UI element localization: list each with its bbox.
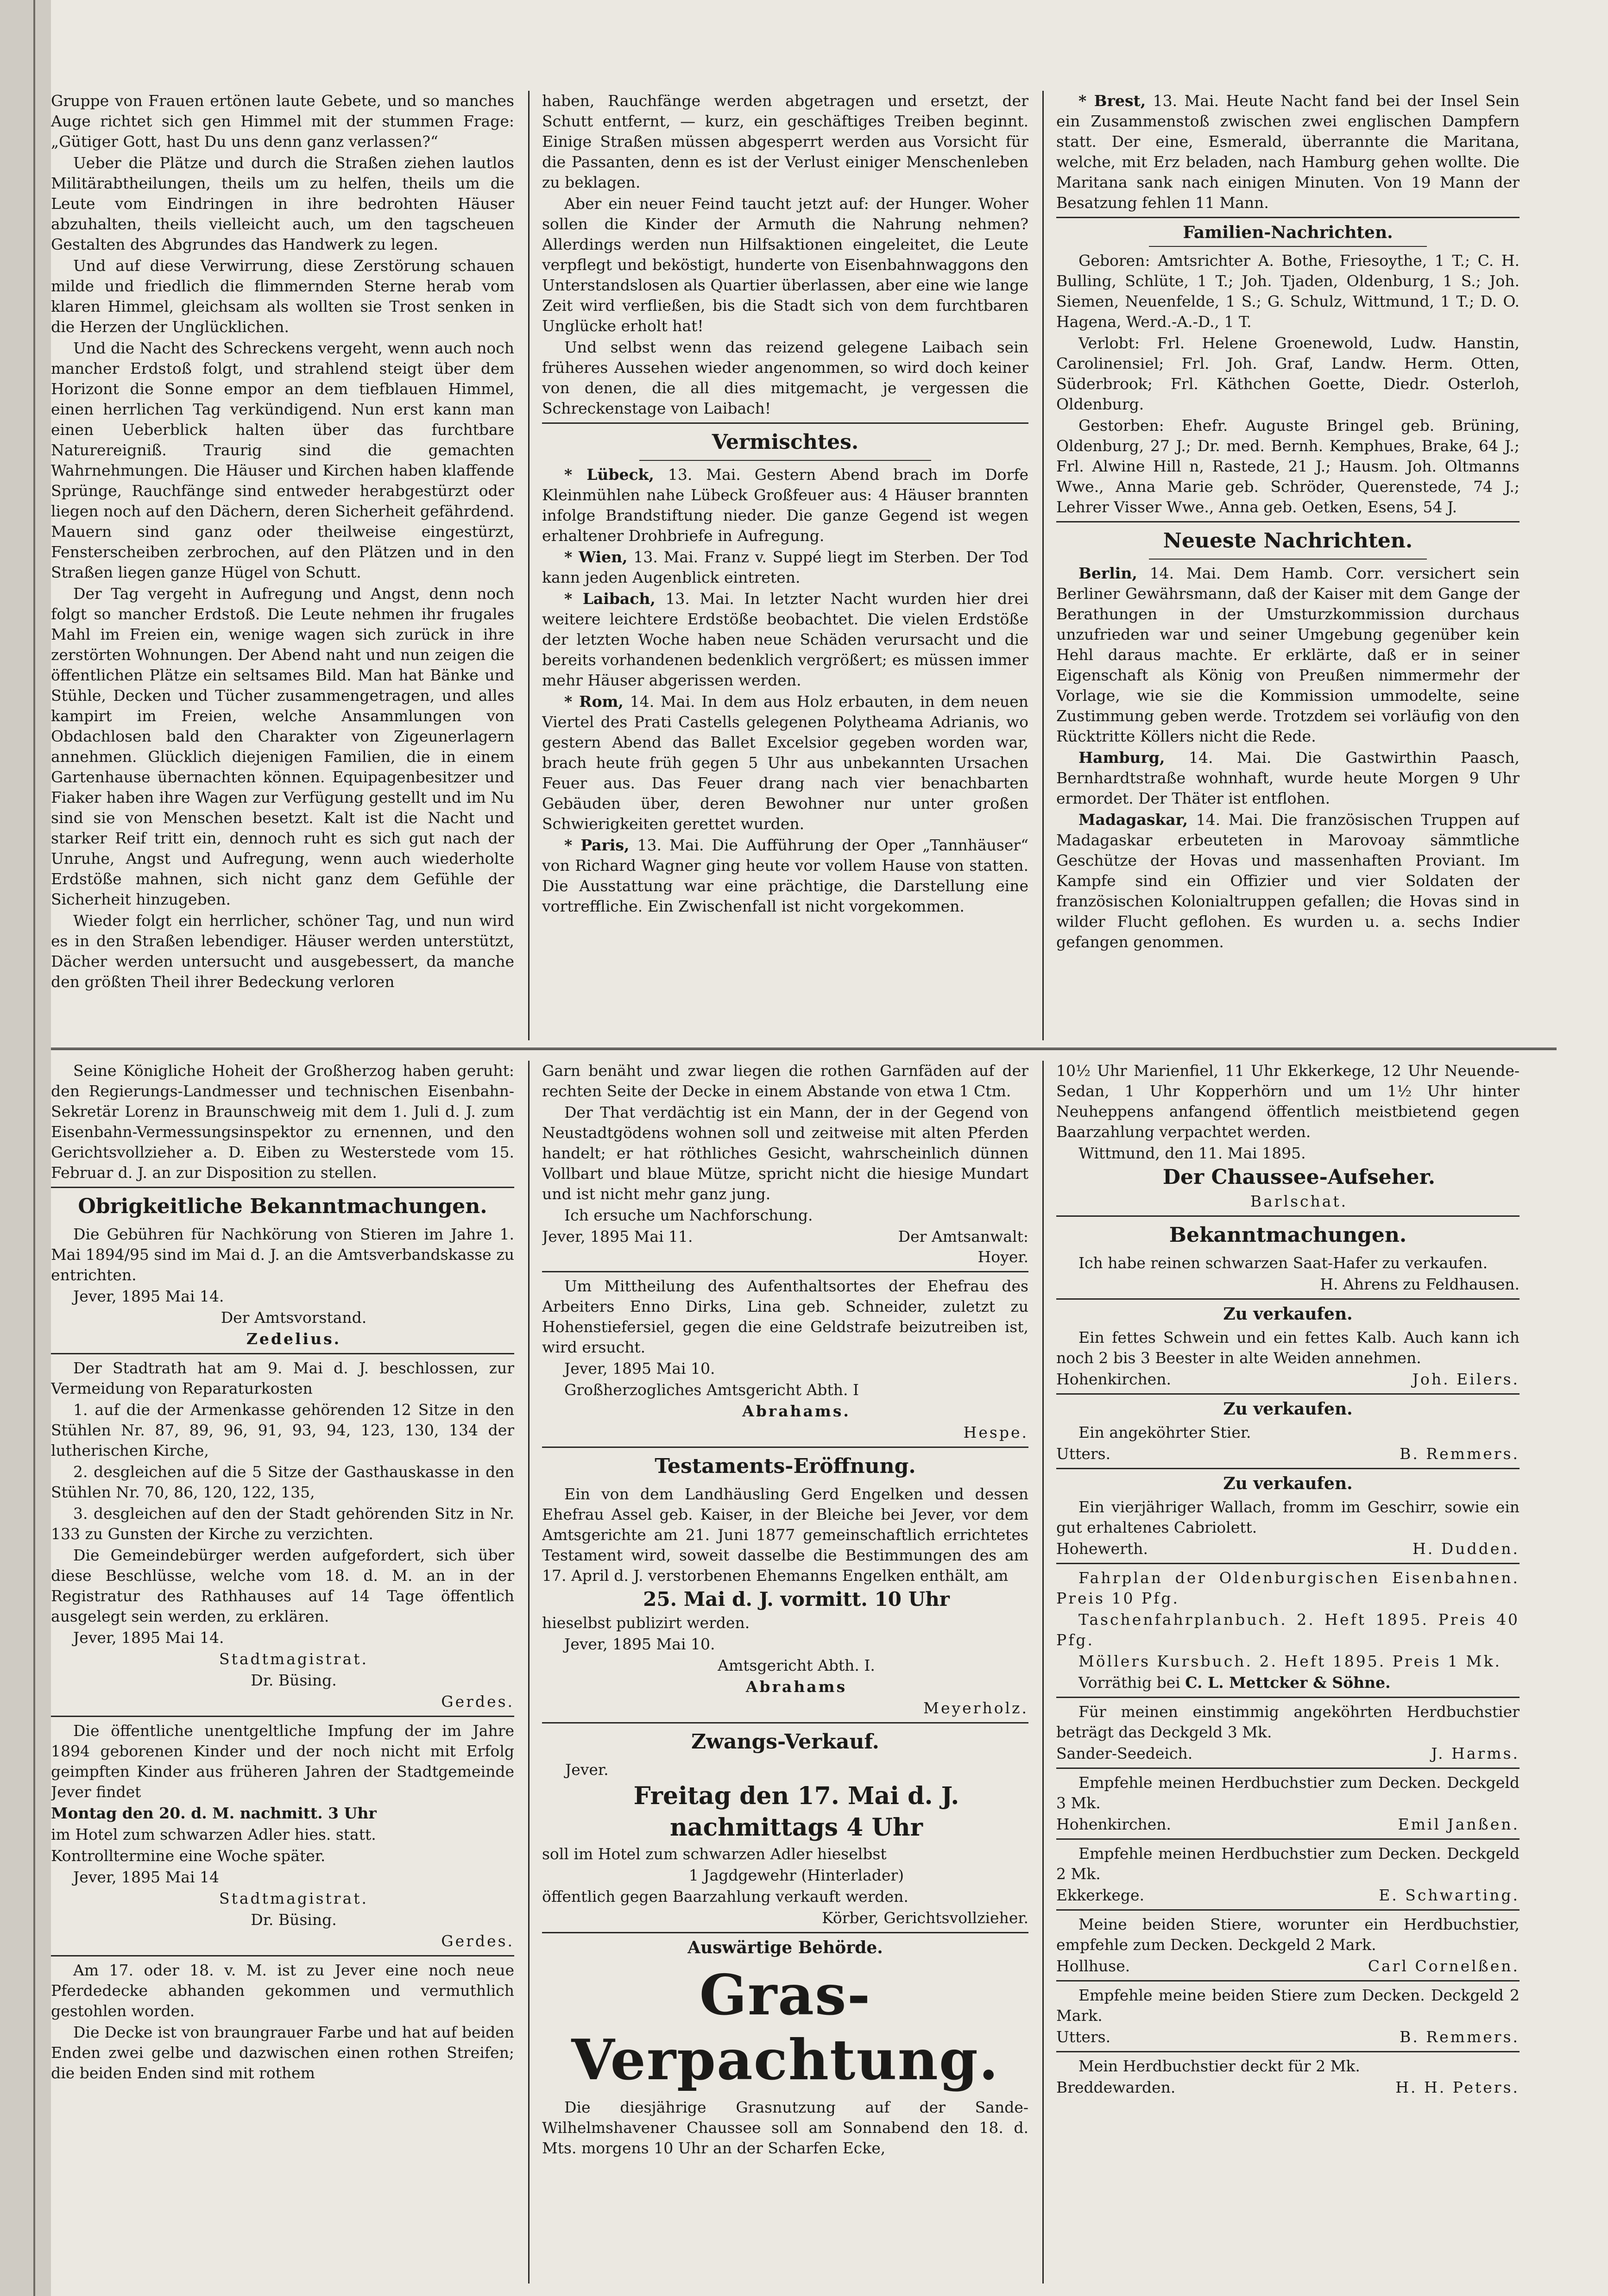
news-item — [1056, 563, 1520, 747]
news-text: 14. Mai. Die Gastwirthin Paasch, Bernhardtstraße wohnhaft, wurde heute Morgen 9 Uhr ermordet. Der Thäter ist entflohen. — [1056, 749, 1520, 807]
section-heading-testament: Testaments-Eröffnung. — [655, 1454, 916, 1478]
ad-text: Für meinen einstimmig angeköhrten Herdbuchstier beträgt das Deckgeld 3 Mk. — [1056, 1703, 1520, 1741]
divider — [51, 1955, 514, 1956]
ad-place: Hohenkirchen. — [1056, 1815, 1172, 1833]
notice-signature: Abrahams — [745, 1678, 847, 1696]
ad-shop-name: C. L. Mettcker & Söhne. — [1185, 1673, 1391, 1692]
notice-date: Jever, 1895 Mai 11. — [542, 1227, 693, 1246]
divider — [1056, 1838, 1520, 1840]
ad-footer — [1056, 2077, 1520, 2098]
divider — [1056, 1468, 1520, 1469]
divider — [1056, 1215, 1520, 1217]
ad-signature: Joh. Eilers. — [1412, 1370, 1520, 1388]
notice-text: 1 Jagdgewehr (Hinterlader) — [688, 1866, 904, 1884]
column-divider — [1042, 1061, 1044, 2283]
list-item: 2. desgleichen auf die 5 Sitze der Gasthauskasse in den Stühlen Nr. 70, 86, 120, 122, 135, — [51, 1463, 514, 1501]
notice-date: Wittmund, den 11. Mai 1895. — [1078, 1144, 1306, 1162]
notice-text: Am 17. oder 18. v. M. ist zu Jever eine noch neue Pferdedecke abhanden gekommen und vermuthlich gestohlen worden. — [51, 1961, 514, 2020]
column-divider — [528, 91, 530, 1040]
news-place: Hamburg, — [1078, 749, 1165, 767]
family-entry — [1056, 251, 1520, 332]
notice-date: Jever, 1895 Mai 10. — [564, 1635, 715, 1653]
ad-footer — [1056, 1539, 1520, 1559]
notice-signature: Abrahams. — [742, 1402, 851, 1420]
notice-org: Der Chaussee-Aufseher. — [1162, 1165, 1436, 1189]
notice-text: Die Gemeindebürger werden aufgefordert, sich über diese Beschlüsse, welche vom 18. d. M. an in der Registratur des Rathhauses auf 14 Tage öffentlich ausgelegt sein werden, zu erklären. — [51, 1546, 514, 1625]
family-label: Verlobt: — [1078, 334, 1140, 352]
notice-signature: Hespe. — [963, 1423, 1028, 1441]
divider — [1056, 1980, 1520, 1981]
news-place: * Laibach, — [564, 590, 656, 608]
notice-text: 10½ Uhr Marienfiel, 11 Uhr Ekkerkege, 12 Uhr Neuende-Sedan, 1 Uhr Kopperhörn und um 1½ Uhr hinter Neuheppens anfangend öffentlich meistbietend gegen Baarzahlung verpachtet werden. — [1056, 1062, 1520, 1141]
ad-place: Utters. — [1056, 1445, 1111, 1463]
section-heading-vermischtes: Vermischtes. — [712, 430, 859, 454]
ad-text-prefix: Vorräthig bei — [1078, 1673, 1180, 1692]
family-text: Frl. Helene Groenewold, Ludw. Hanstin, Carolinensiel; Frl. Joh. Graf, Landw. Herm. Otten, Süderbrook; Frl. Käthchen Goette, Diedr. Osterloh, Oldenburg. — [1056, 334, 1520, 413]
divider — [542, 422, 1028, 424]
ad-footer — [1056, 1885, 1520, 1906]
ad-footer — [1056, 1814, 1520, 1835]
paragraph: Aber ein neuer Feind taucht jetzt auf: der Hunger. Woher sollen die Kinder der Armuth die Nahrung nehmen? Allerdings werden nun Hilfsaktionen eingeleitet, die Leute verpflegt und beköstigt, hunderte von Eisenbahnwaggons den Unterstandslosen als Quartier überlassen, aber eine wie lange Zeit wird verfließen, bis die Stadt sich von dem furchtbaren Unglücke erholt hat! — [542, 195, 1028, 335]
news-place: * Lübeck, — [564, 465, 654, 484]
news-text: 13. Mai. Heute Nacht fand bei der Insel Sein ein Zusammenstoß zwischen zwei englischen Dampfern statt. Der eine, Esmerald, überrannte die Maritana, welche, mit Erz beladen, nach Hamburg gehen wollte. Die Maritana sank nach einigen Minuten. Von 19 Mann der Besatzung fehlen 11 Mann. — [1056, 92, 1520, 212]
notice-where: im Hotel zum schwarzen Adler hies. statt. — [51, 1825, 376, 1843]
divider — [1149, 559, 1427, 560]
ad-signature: Carl Cornelßen. — [1368, 1957, 1520, 1975]
notice-org: Amtsgericht Abth. I. — [718, 1656, 875, 1674]
list-item: 1. auf die der Armenkasse gehörenden 12 Sitze in den Stühlen Nr. 87, 89, 96, 91, 93, 94, 123, 130, 134 der lutherischen Kirche, — [51, 1401, 514, 1459]
column-divider — [1042, 91, 1044, 1040]
family-text: Ehefr. Auguste Bringel geb. Brüning, Oldenburg, 27 J.; Dr. med. Bernh. Kemphues, Brake, 64 J.; Frl. Alwine Hill n, Rastede, 21 J.; Hausm. Joh. Oltmanns Wwe., Anna Marie geb. Schröder, Querenstede, 74 J.; Lehrer Visser Wwe., Anna geb. Oetken, Esens, 54 J. — [1056, 416, 1520, 516]
news-text: 13. Mai. In letzter Nacht wurden hier drei weitere leichtere Erdstöße beobachtet. Die vielen Erdstöße der letzten Woche haben neue Schäden verursacht und die bereits vorhandenen bedenklich vergrößert; es müssen immer mehr Häuser abgerissen werden. — [542, 590, 1028, 689]
ad-text: Meine beiden Stiere, worunter ein Herdbuchstier, empfehle zum Decken. Deckgeld 2 Mark. — [1056, 1915, 1520, 1954]
ad-heading: Zu verkaufen. — [1223, 1474, 1353, 1493]
news-place: * Paris, — [564, 836, 630, 854]
notice-signature: Körber, Gerichtsvollzieher. — [822, 1909, 1028, 1927]
notice-signature: Dr. Büsing. — [251, 1911, 337, 1929]
notice-text: Um Mittheilung des Aufenthaltsortes der Ehefrau des Arbeiters Enno Dirks, Lina geb. Schneider, zuletzt zu Hohenstiefersiel, gegen die eine Geldstrafe beizutreiben ist, wird ersucht. — [542, 1277, 1028, 1356]
notice-when: 25. Mai d. J. vormitt. 10 Uhr — [643, 1588, 950, 1610]
ad-signature: B. Remmers. — [1400, 2028, 1520, 2046]
notice-when: nachmittags 4 Uhr — [669, 1813, 923, 1842]
news-place: * Wien, — [564, 548, 628, 566]
divider — [1056, 1768, 1520, 1769]
upper-column-1 — [51, 91, 514, 1031]
ad-text — [1056, 1673, 1520, 1693]
ad-text: Ich habe reinen schwarzen Saat-Hafer zu verkaufen. — [1078, 1254, 1488, 1272]
paragraph: haben, Rauchfänge werden abgetragen und ersetzt, der Schutt entfernt, — kurz, ein geschäftiges Treiben beginnt. Einige Straßen müssen abgesperrt werden aus Vorsicht für die Passanten, denn es ist der Verlust einiger Menschenleben zu beklagen. — [542, 92, 1028, 191]
ad-footer — [1056, 1444, 1520, 1464]
section-divider — [51, 1048, 1557, 1050]
divider — [1056, 1697, 1520, 1698]
ad-signature: B. Remmers. — [1400, 1445, 1520, 1463]
ad-footer — [1056, 1369, 1520, 1390]
notice-signature: Gerdes. — [441, 1692, 514, 1711]
divider — [639, 460, 931, 461]
notice-text: Die öffentliche unentgeltliche Impfung der im Jahre 1894 geborenen Kinder und der noch nicht mit Erfolg geimpften Kinder aus früheren Jahren der Stadtgemeinde Jever findet — [51, 1722, 514, 1801]
notice-date: Jever, 1895 Mai 14 — [73, 1868, 220, 1886]
notice-signature: Zedelius. — [246, 1330, 341, 1348]
divider — [542, 1447, 1028, 1448]
divider — [542, 1932, 1028, 1933]
news-item — [1056, 748, 1520, 809]
family-entry — [1056, 415, 1520, 517]
divider — [1056, 1298, 1520, 1300]
news-item — [542, 465, 1028, 546]
news-text: 14. Mai. Dem Hamb. Corr. versichert sein Berliner Gewährsmann, daß der Kaiser mit dem Gange der Berathungen in der Umsturzkommission durchaus unzufrieden war und seiner Umgebung gegenüber kein Hehl daraus machte. Er erklärte, daß er in seiner Eigenschaft als König von Preußen nimmermehr der Vorlage, wie sie die Kommission ummodelte, seine Zustimmung geben werde. Trotzdem sei vorläufig von den Rücktritte Köllers nicht die Rede. — [1056, 564, 1520, 745]
paragraph: Und selbst wenn das reizend gelegene Laibach sein früheres Aussehen wieder angenommen, so wird doch keiner von denen, die all dies mitgemacht, je vergessen die Schreckenstage von Laibach! — [542, 338, 1028, 417]
notice-place: Jever. — [565, 1761, 609, 1779]
news-place: * Brest, — [1078, 92, 1146, 110]
section-heading-familien: Familien-Nachrichten. — [1183, 223, 1393, 242]
list-item: 3. desgleichen auf den der Stadt gehörenden Sitz in Nr. 133 zu Gunsten der Kirche zu verzichten. — [51, 1504, 514, 1543]
notice-text: Ich ersuche um Nachforschung. — [564, 1206, 813, 1224]
news-item — [542, 547, 1028, 588]
paragraph: Und die Nacht des Schreckens vergeht, wenn auch noch mancher Erdstoß folgt, und strahlend steigt über dem Horizont die Sonne empor an dem tiefblauen Himmel, einen herrlichen Tag verkündigend. Nun erst kann man einen Ueberblick halten über das furchtbare Naturereigniß. Traurig sind die gemachten Wahrnehmungen. Die Häuser und Kirchen haben klaffende Sprünge, Rauchfänge sind entweder herabgestürzt oder liegen noch auf den Dächern, deren Sicherheit gefährdend. Mauern sind ganz oder theilweise eingestürzt, Fensterscheiben zerbrochen, auf den Plätzen und in den Straßen liegen ganze Hügel von Schutt. — [51, 339, 514, 581]
news-text: 14. Mai. In dem aus Holz erbauten, in dem neuen Viertel des Prati Castells gelegenen Polytheama Adrianis, wo gestern Abend das Ballet Excelsior gegeben worden war, brach heute früh gegen 5 Uhr aus unbekannten Ursachen Feuer aus. Das Feuer drang nach vier benachbarten Gebäuden über, deren Bewohner nur unter großen Schwierigkeiten gerettet wurden. — [542, 692, 1028, 833]
divider — [1056, 1909, 1520, 1911]
ad-signature: H. Dudden. — [1413, 1540, 1520, 1558]
date-org-row — [542, 1227, 1028, 1247]
ad-text: Möllers Kursbuch. 2. Heft 1895. Preis 1 Mk. — [1078, 1652, 1501, 1670]
news-text: 13. Mai. Franz v. Suppé liegt im Sterben. Der Tod kann jeden Augenblick eintreten. — [542, 548, 1028, 586]
ad-signature: E. Schwarting. — [1379, 1886, 1520, 1904]
ad-signature: H. H. Peters. — [1395, 2078, 1520, 2096]
paragraph: Und auf diese Verwirrung, diese Zerstörung schauen milde und friedlich die flimmernden Sterne herab vom klaren Himmel, gleichsam als wollten sie Trost senken in die Herzen der Unglücklichen. — [51, 257, 514, 336]
ad-text: Ein fettes Schwein und ein fettes Kalb. Auch kann ich noch 2 bis 3 Beester in alte Weiden annehmen. — [1056, 1328, 1520, 1367]
ad-text: Empfehle meinen Herdbuchstier zum Decken. Deckgeld 2 Mk. — [1056, 1844, 1520, 1883]
news-place: Madagaskar, — [1078, 811, 1188, 829]
ad-signature: Emil Janßen. — [1398, 1815, 1520, 1833]
notice-date: Jever, 1895 Mai 10. — [564, 1359, 715, 1378]
ad-place: Hollhuse. — [1056, 1957, 1130, 1975]
ad-place: Hohenkirchen. — [1056, 1370, 1172, 1388]
notice-org: Der Amtsvorstand. — [221, 1308, 367, 1327]
section-heading-zwangsverkauf: Zwangs-Verkauf. — [691, 1730, 880, 1754]
notice-org: Großherzogliches Amtsgericht Abth. I — [564, 1381, 859, 1399]
section-heading-obrigkeitliche: Obrigkeitliche Bekanntmachungen. — [78, 1195, 487, 1218]
ad-text: Fahrplan der Oldenburgischen Eisenbahnen. Preis 10 Pfg. — [1056, 1569, 1520, 1607]
notice-text: Garn benäht und zwar liegen die rothen Garnfäden auf der rechten Seite der Decke in einem Abstande von etwa 1 Ctm. — [542, 1062, 1028, 1100]
divider — [542, 1271, 1028, 1272]
paragraph: Ueber die Plätze und durch die Straßen ziehen lautlos Militärabtheilungen, theils um zu helfen, theils um die Leute vom Eindringen in ihre bedrohten Häuser abzuhalten, theils vielleicht auch, um den tagscheuen Gestalten des Abgrundes das Handwerk zu legen. — [51, 154, 514, 253]
family-entry — [1056, 333, 1520, 415]
ad-place: Utters. — [1056, 2028, 1111, 2046]
ad-place: Breddewarden. — [1056, 2078, 1176, 2096]
divider — [1056, 521, 1520, 522]
notice-signature: Hoyer. — [977, 1248, 1028, 1266]
ad-footer — [1056, 2027, 1520, 2047]
notice-text: Die Decke ist von braungrauer Farbe und hat auf beiden Enden zwei gelbe und dazwischen einen rothen Streifen; die beiden Enden sind mit rothem — [51, 2023, 514, 2082]
ad-place: Ekkerkege. — [1056, 1886, 1145, 1904]
ad-signature: H. Ahrens zu Feldhausen. — [1320, 1275, 1520, 1293]
upper-column-2 — [542, 91, 1028, 1031]
ad-signature: J. Harms. — [1431, 1744, 1520, 1762]
ad-text: Taschenfahrplanbuch. 2. Heft 1895. Preis 40 Pfg. — [1056, 1610, 1520, 1649]
notice-date: Jever, 1895 Mai 14. — [73, 1629, 224, 1647]
section-heading-auswaertige: Auswärtige Behörde. — [687, 1938, 883, 1957]
news-item — [1056, 810, 1520, 952]
notice-org: Stadtmagistrat. — [219, 1650, 368, 1668]
ad-text: Empfehle meinen Herdbuchstier zum Decken. Deckgeld 3 Mk. — [1056, 1774, 1520, 1812]
notice-text: Der Stadtrath hat am 9. Mai d. J. beschlossen, zur Vermeidung von Reparaturkosten — [51, 1359, 514, 1397]
ad-heading: Zu verkaufen. — [1223, 1304, 1353, 1324]
paragraph: Der Tag vergeht in Aufregung und Angst, denn noch folgt so mancher Erdstoß. Die Leute nehmen ihr frugales Mahl im Freien ein, wenige wagen sich zurück in ihre zerstörten Wohnungen. Der Abend naht und nun zeigen die öffentlichen Plätze ein seltsames Bild. Man hat Bänke und Stühle, Decken und Tücher zusammengetragen, und alles kampirt im Freien, welche Ansammlungen von Obdachlosen bald den Charakter von Zigeunerlagern annehmen. Glücklich diejenigen Familien, die in einem Gartenhause übernachten können. Equipagenbesitzer und Fiaker haben ihre Wagen zur Verfügung gestellt und im Nu sind sie von Menschen besetzt. Kalt ist die Nacht und starker Reif tritt ein, dennoch ruht es sich gut nach der Unruhe, Angst und Aufregung, wenn auch wiederholte Erdstöße mahnen, sich nicht ganz dem Gefühle der Sicherheit hinzugeben. — [51, 585, 514, 908]
notice-text: Die diesjährige Grasnutzung auf der Sande-Wilhelmshavener Chaussee soll am Sonnabend den 18. d. Mts. morgens 10 Uhr an der Scharfen Ecke, — [542, 2098, 1028, 2157]
ad-place: Sander-Seedeich. — [1056, 1744, 1193, 1762]
divider — [1056, 217, 1520, 218]
news-item — [542, 589, 1028, 691]
ad-text: Empfehle meine beiden Stiere zum Decken. Deckgeld 2 Mark. — [1056, 1986, 1520, 2025]
section-heading-neueste: Neueste Nachrichten. — [1163, 529, 1413, 553]
ad-footer — [1056, 1956, 1520, 1976]
notice-text: öffentlich gegen Baarzahlung verkauft werden. — [542, 1887, 908, 1906]
divider — [51, 1716, 514, 1717]
notice-text: soll im Hotel zum schwarzen Adler hieselbst — [542, 1845, 887, 1863]
newspaper-page — [51, 0, 1608, 2296]
column-divider — [528, 1061, 530, 2283]
ad-place: Hohewerth. — [1056, 1540, 1148, 1558]
lower-column-1 — [51, 1061, 514, 2283]
notice-text: Kontrolltermine eine Woche später. — [51, 1847, 326, 1865]
ad-text: Ein vierjähriger Wallach, fromm im Geschirr, sowie ein gut erhaltenes Cabriolett. — [1056, 1498, 1520, 1536]
news-place: Berlin, — [1078, 564, 1137, 582]
notice-signature: Dr. Büsing. — [251, 1671, 337, 1689]
notice-text: Die Gebühren für Nachkörung von Stieren im Jahre 1. Mai 1894/95 sind im Mai d. J. an die Amtsverbandskasse zu entrichten. — [51, 1225, 514, 1284]
family-text: Amtsrichter A. Bothe, Friesoythe, 1 T.; C. H. Bulling, Schlüte, 1 T.; Joh. Tjaden, Oldenburg, 1 S.; Joh. Siemen, Neuenfelde, 1 S.; G. Schulz, Wittmund, 1 T.; D. O. Hagena, Werd.-A.-D., 1 T. — [1056, 252, 1520, 331]
upper-column-3 — [1056, 91, 1520, 1031]
ad-text: Ein angeköhrter Stier. — [1078, 1423, 1251, 1441]
lower-column-2 — [542, 1061, 1028, 2283]
divider — [542, 1722, 1028, 1724]
lower-column-3 — [1056, 1061, 1520, 2283]
section-heading-bekanntmachungen: Bekanntmachungen. — [1169, 1223, 1407, 1247]
ad-text: Mein Herdbuchstier deckt für 2 Mk. — [1078, 2057, 1360, 2075]
family-label: Gestorben: — [1078, 416, 1164, 434]
binding-gutter — [0, 0, 52, 2296]
news-text: 13. Mai. Die Aufführung der Oper „Tannhäuser“ von Richard Wagner ging heute vor vollem Hause von statten. Die Ausstattung war eine prächtige, die Darstellung eine vortreffliche. Ein Zwischenfall ist nicht vorgekommen. — [542, 836, 1028, 915]
divider — [1149, 246, 1427, 247]
ad-heading: Zu verkaufen. — [1223, 1399, 1353, 1419]
notice-text: Der That verdächtig ist ein Mann, der in der Gegend von Neustadtgödens wohnen soll und zeitweise mit alten Pferden handelt; er hat röthliches Gesicht, wahrscheinlich dünnen Vollbart und blaue Mütze, spricht nicht die hiesige Mundart und ist nicht mehr ganz jung. — [542, 1103, 1028, 1203]
paragraph: Seine Königliche Hoheit der Großherzog haben geruht: den Regierungs-Landmesser und technischen Eisenbahn-Sekretär Lorenz in Braunschweig mit dem 1. Juli d. J. zum Eisenbahn-Vermessungsinspektor zu ernennen, und den Gerichtsvollzieher a. D. Eiben zu Westerstede vom 15. Februar d. J. an zur Disposition zu stellen. — [51, 1062, 514, 1182]
notice-when: Montag den 20. d. M. nachmitt. 3 Uhr — [51, 1804, 377, 1822]
divider — [51, 1187, 514, 1188]
headline-gras-verpachtung: Gras-Verpachtung. — [571, 1963, 999, 2093]
notice-signature: Meyerholz. — [923, 1699, 1028, 1717]
paragraph: Gruppe von Frauen ertönen laute Gebete, und so manches Auge richtet sich gen Himmel mit der stummen Frage: „Gütiger Gott, hast Du uns denn ganz verlassen?“ — [51, 92, 514, 151]
notice-when: Freitag den 17. Mai d. J. — [633, 1782, 959, 1810]
notice-signature: Barlschat. — [1250, 1192, 1348, 1210]
news-item — [1056, 91, 1520, 213]
notice-date: Jever, 1895 Mai 14. — [73, 1287, 224, 1305]
notice-text: Ein von dem Landhäusling Gerd Engelken und dessen Ehefrau Assel geb. Kaiser, in der Bleiche bei Jever, vor dem Amtsgerichte am 21. Juni 1877 gemeinschaftlich errichtetes Testament wird, soweit dasselbe die Bestimmungen des am 17. April d. J. verstorbenen Ehemanns Engelken enthält, am — [542, 1485, 1028, 1585]
divider — [51, 1353, 514, 1354]
notice-signature: Gerdes. — [441, 1932, 514, 1950]
divider — [1056, 1393, 1520, 1395]
ad-footer — [1056, 1743, 1520, 1764]
notice-text: hieselbst publizirt werden. — [542, 1614, 750, 1632]
notice-org: Stadtmagistrat. — [219, 1889, 368, 1907]
family-label: Geboren: — [1078, 252, 1150, 270]
news-item — [542, 835, 1028, 917]
news-text: 14. Mai. Die französischen Truppen auf Madagaskar erbeuteten in Marovoay sämmtliche Geschütze der Hovas und massenhaften Proviant. Im Kampfe sind ein Offizier und vier Soldaten der französischen Kolonialtruppen gefallen; die Hovas sind in wilder Flucht geflohen. Es wurden u. a. sechs Indier gefangen genommen. — [1056, 811, 1520, 951]
paragraph: Wieder folgt ein herrlicher, schöner Tag, und nun wird es in den Straßen lebendiger. Häuser werden unterstützt, Dächer werden untersucht und ausgebessert, da manche den größten Theil ihrer Bedeckung verloren — [51, 912, 514, 991]
news-text: 13. Mai. Gestern Abend brach im Dorfe Kleinmühlen nahe Lübeck Großfeuer aus: 4 Häuser brannten infolge Brandstiftung nieder. Die ganze Gegend ist wegen erhaltener Drohbriefe in Aufregung. — [542, 465, 1028, 545]
news-place: * Rom, — [564, 692, 624, 711]
divider — [1056, 1563, 1520, 1564]
news-item — [542, 692, 1028, 834]
notice-org: Der Amtsanwalt: — [898, 1227, 1028, 1246]
divider — [1056, 2051, 1520, 2052]
